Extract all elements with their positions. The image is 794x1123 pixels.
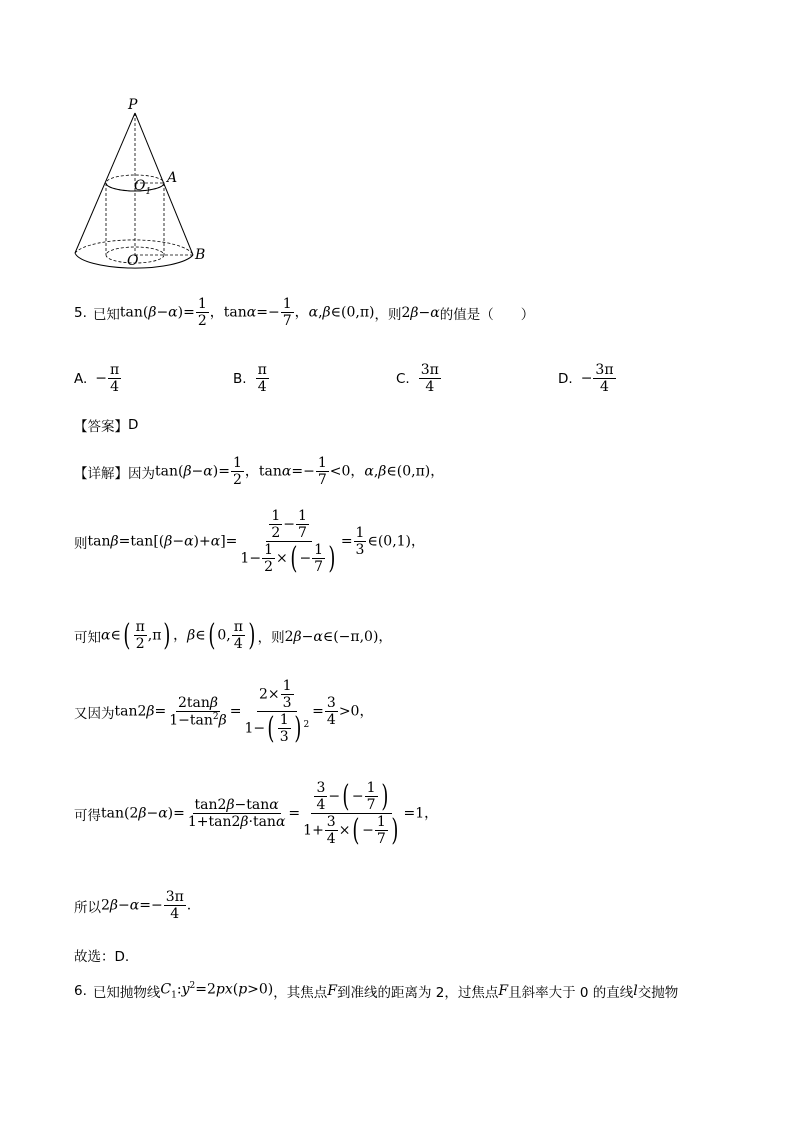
detail-choose: 故选：D. [74,949,130,965]
q6-text-e: 交抛物 [637,985,679,1001]
label-p: P [128,97,138,113]
q5-then: ，则 [374,306,402,323]
detail-math-1: tan(β−α)= $\frac{1}{2}$ ，tanα=− $\frac{1}{7}$ <0，α,β∈(0,π)， [155,455,445,489]
detail-obtain: 可得 [74,807,101,824]
option-b[interactable] [233,362,270,395]
detail-math-5: tan2β= $\frac{2\tan\beta}{1-\tan^2\beta}$ = 2× $\frac{1}{3}$ 1−( $\frac{1}{3}$ ) $^2$ = $\frac{3}{4}$ >0， [114,678,374,746]
detail-line-3 [74,619,392,652]
label-o1: $O_1$ [134,178,152,197]
detail-because: 因为 [128,465,155,482]
q6-math-f2: F [498,983,509,999]
q5-number: 5. [74,304,87,321]
detail-line-4 [74,678,373,745]
detail-math-6: tan(2β−α)= $\frac{\tan 2\beta-\tan\alpha}{1+\tan 2\beta\cdot\tan\alpha}$ = $\frac{3}{4}$ −( − $\frac{1}{7}$ ) 1+ $\frac{3}{4}$ ×( − $\frac{1}{7}$ ) =1， [101,778,439,848]
q5-prefix: 已知 [92,306,120,323]
answer-label: 【答案】 [74,419,128,435]
option-c-letter: C. [396,370,410,387]
q5-math-2: 2β−α [401,304,440,321]
detail-line-6 [74,889,191,922]
detail-math-7: 2β−α=− $\frac{3\pi}{4}$ . [101,889,192,923]
label-o: O [127,253,139,269]
q5-suffix: 的值是（ ） [439,306,535,323]
answer-value: D [128,417,139,433]
q6-text-a: 已知抛物线 [92,985,161,1001]
detail-then: 则 [74,535,88,552]
detail-label: 【详解】 [74,465,128,482]
option-d[interactable] [558,362,617,395]
q6-number: 6. [74,983,87,999]
detail-also-because: 又因为 [74,705,115,722]
detail-math-4: 2β−α∈(−π,0)， [284,628,393,645]
q5-stem [74,296,534,329]
answer-line [74,415,138,435]
option-c-math: $\frac{3\pi}{4}$ [420,362,439,396]
detail-line-2 [74,508,425,575]
q6-math-f1: F [327,983,337,999]
option-b-letter: B. [233,370,247,387]
q6-text-c: 到准线的距离为 2，过焦点 [336,985,499,1001]
option-c[interactable] [396,362,442,395]
detail-then2: ，则 [257,629,285,646]
label-a: A [167,170,178,186]
detail-line-7 [74,945,129,965]
detail-line-1 [74,455,444,488]
q6-math-1: $C_1:y^2=2px(p>0)$ [160,981,274,1001]
detail-knowing: 可知 [74,629,101,646]
option-a[interactable] [74,362,122,395]
label-b: B [195,247,206,263]
q6-text-b: ，其焦点 [273,985,328,1001]
option-d-math: − $\frac{3\pi}{4}$ [580,362,614,396]
detail-line-5 [74,780,438,847]
detail-math-2: tanβ=tan[(β−α)+α]= $\frac{1}{2}$ − $\frac{1}{7}$ 1− $\frac{1}{2}$ ×( − $\frac{1}{7}$ ) = $\frac{1}{3}$ ∈(0,1)， [87,508,426,576]
detail-so: 所以 [74,899,101,916]
q6-stem [74,981,678,1001]
option-d-letter: D. [558,370,573,387]
q6-math-l: l [633,983,638,999]
option-a-letter: A. [74,370,88,387]
detail-math-3: α∈( $\frac{\pi}{2}$ ,π) ，β∈( 0, $\frac{\pi}{4}$ ) [101,617,256,653]
option-a-math: − $\frac{\pi}{4}$ [95,362,120,396]
q5-math-1: tan(β−α)= $\frac{1}{2}$ ，tanα=− $\frac{1}{7}$ ，α,β∈(0,π) [119,296,375,330]
q6-text-d: 且斜率大于 0 的直线 [508,985,634,1001]
option-b-math: $\frac{\pi}{4}$ [257,362,267,396]
